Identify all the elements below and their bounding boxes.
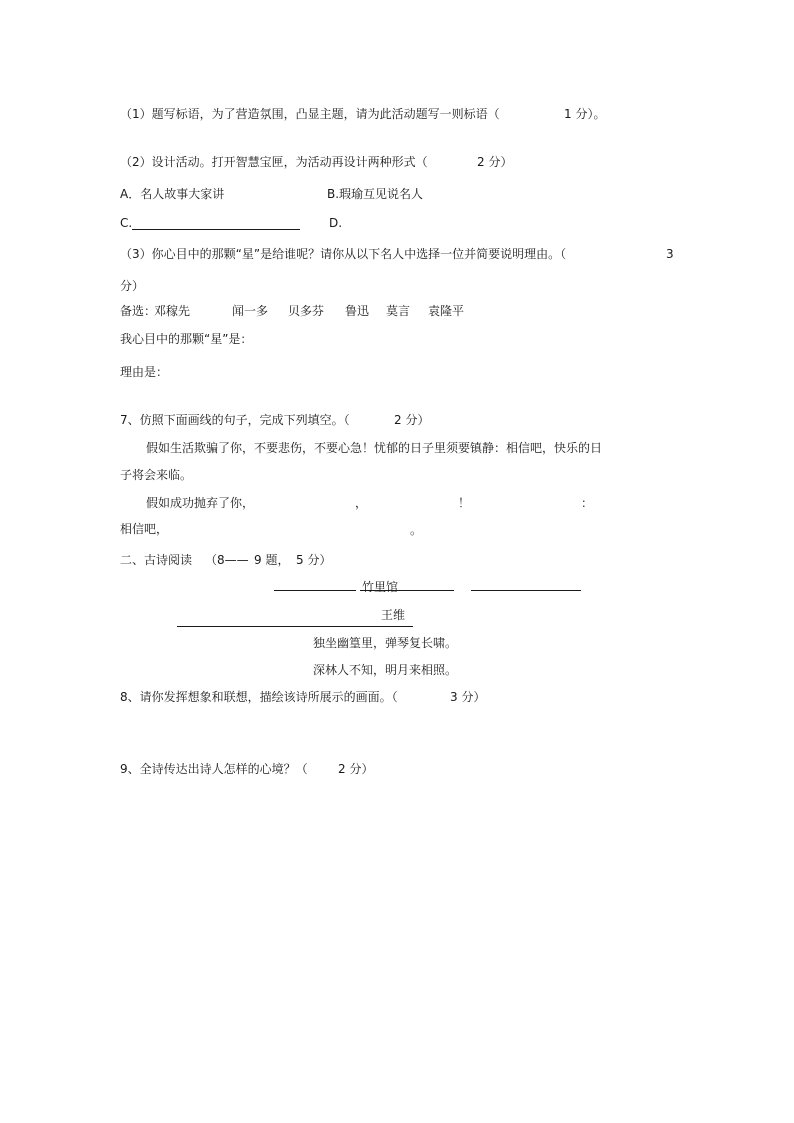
- poem-rule: [360, 590, 454, 591]
- poem-rule: [177, 626, 413, 627]
- poem-line2: 深林人不知，明月来相照。: [313, 663, 458, 677]
- q3-score-unit: 分）: [120, 279, 145, 293]
- q2-text: （2）设计活动。打开智慧宝匣，为活动再设计两种形式（: [120, 155, 428, 169]
- poem-line1: 独坐幽篁里，弹琴复长啸。: [313, 636, 458, 650]
- q7-score: 2 分）: [394, 413, 430, 427]
- q7-exclaim: ！: [458, 496, 471, 510]
- q7-title: 7、仿照下面画线的句子，完成下列填空。（: [120, 413, 350, 427]
- poem-rule: [471, 590, 581, 591]
- q8-text: 8、请你发挥想象和联想，描绘该诗所展示的画面。（: [120, 690, 398, 704]
- q3-score-num: 3: [666, 247, 674, 261]
- q7-example-line1: 假如生活欺骗了你，不要悲伤，不要心急！忧郁的日子里须要镇静：相信吧，快乐的日: [146, 441, 603, 455]
- q8-score: 3 分）: [450, 690, 486, 704]
- q7-fill-start: 假如成功抛弃了你，: [146, 496, 255, 510]
- candidate-item: 鲁迅: [345, 304, 370, 318]
- q3-candidates-label: 备选：: [120, 304, 157, 318]
- section2-title: 二、古诗阅读: [120, 553, 193, 567]
- q3-text: （3）你心目中的那颗“星”是给谁呢？请你从以下名人中选择一位并简要说明理由。（: [120, 247, 567, 261]
- q2-option-b: B.瑕瑜互见说名人: [327, 187, 424, 201]
- q1-text: （1）题写标语，为了营造氛围，凸显主题，请为此活动题写一则标语（: [120, 107, 500, 121]
- q2-option-c-blank[interactable]: [132, 229, 300, 230]
- section2-range2: 9 题，: [254, 553, 290, 567]
- candidate-item: 莫言: [386, 304, 411, 318]
- section2-score: 5 分）: [296, 553, 332, 567]
- q2-option-c: C.: [120, 216, 133, 230]
- section2-range: （8——: [205, 553, 249, 567]
- q7-example-line2: 子将会来临。: [120, 468, 193, 482]
- q2-score: 2 分）: [477, 155, 513, 169]
- poem-author: 王维: [381, 608, 406, 622]
- q7-comma: ，: [355, 496, 368, 510]
- q2-option-d: D.: [329, 216, 343, 230]
- q3-reason-prompt: 理由是：: [120, 365, 169, 379]
- q9-score: 2 分）: [338, 762, 374, 776]
- q7-colon: ：: [581, 496, 594, 510]
- poem-rule: [274, 590, 356, 591]
- q7-fill-line2: 相信吧，: [120, 522, 169, 536]
- candidate-item: 贝多芬: [288, 304, 325, 318]
- q9-text: 9、全诗传达出诗人怎样的心境？（: [120, 762, 308, 776]
- candidate-item: 邓稼先: [154, 304, 191, 318]
- q3-star-prompt: 我心目中的那颗“星”是：: [120, 332, 253, 346]
- q1-score: 1 分）。: [564, 107, 606, 121]
- q2-option-a: A．名人故事大家讲: [120, 187, 225, 201]
- candidate-item: 袁隆平: [428, 304, 465, 318]
- q7-period: 。: [410, 523, 423, 537]
- poem-title: 竹里馆: [362, 580, 399, 594]
- candidate-item: 闻一多: [232, 304, 269, 318]
